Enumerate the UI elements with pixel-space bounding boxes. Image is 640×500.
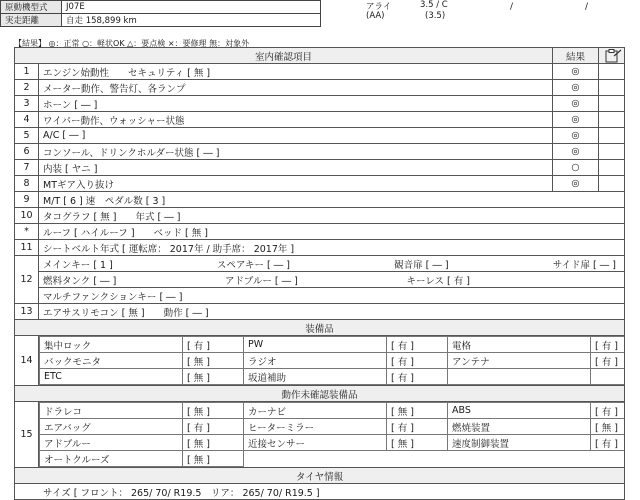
table-row [15,336,625,386]
item-number: 4 [15,112,39,128]
equip-value: [ 有 ] [183,337,244,353]
item-number: 3 [15,96,39,112]
item-result: ◎ [553,176,599,192]
spare-key: スペアキー [ ― ] [216,259,291,271]
equip-name: ABS [448,403,591,419]
equip-name: エアバッグ [40,419,183,435]
section-header-row [15,468,625,484]
equip-value: [ 有 ] [183,419,244,435]
check-cell [599,64,625,80]
equip-name: オートクルーズ [40,451,183,467]
equip-name: 電格 [448,337,591,353]
item-text: 内装 [ ヤニ ] [39,160,553,176]
equip-value: [ 有 ] [387,337,448,353]
equip-value: [ 有 ] [591,337,625,353]
item-number: 13 [15,304,39,320]
table-row [40,369,625,385]
item-text: A/C [ ― ] [39,128,553,144]
item-number: 8 [15,176,39,192]
rear-doors: 観音扉 [ ― ] [394,259,449,271]
item-number: 7 [15,160,39,176]
item-text: メーター動作、警告灯、各ランプ [39,80,553,96]
equip-name: ドラレコ [40,403,183,419]
grade-label: アライ [366,2,392,12]
equip-name: ETC [40,369,183,385]
item-text: シートベルト年式 [ 運転席： 2017年 / 助手席： 2017年 ] [39,240,625,256]
table-row [15,96,625,112]
result-column-header: 結果 [553,48,599,64]
item-number: 10 [15,208,39,224]
table-row [15,160,625,176]
table-row [15,80,625,96]
item-number: 1 [15,64,39,80]
keys-line [39,256,625,272]
equip-value: [ 有 ] [387,419,448,435]
check-cell [599,112,625,128]
table-row [15,224,625,240]
equip-value: [ 無 ] [591,419,625,435]
section-header-row [15,48,625,64]
item-text: ホーン [ ― ] [39,96,553,112]
table-row [15,256,625,272]
table-row [15,484,625,500]
side-door: サイド扉 [ ― ] [552,259,616,271]
grade-sub-value: (3.5) [425,11,446,21]
equip-name: ヒーターミラー [244,419,387,435]
item-number: 11 [15,240,39,256]
item-number: * [15,224,39,240]
tire-size: サイズ [ フロント： 265/ 70/ R19.5 リア： 265/ 70/ R19.5 ] [15,484,625,500]
item-text: コンソール、ドリンクホルダー状態 [ ― ] [39,144,553,160]
equip-name: カーナビ [244,403,387,419]
equip-value [591,369,625,385]
unverified-grid [39,402,625,468]
header-table [0,0,321,27]
check-cell [599,128,625,144]
equip-value: [ 無 ] [183,403,244,419]
adblue: アドブルー [ ― ] [224,275,298,287]
equip-value: [ 無 ] [183,369,244,385]
section-title-tires: タイヤ情報 [15,468,625,484]
item-text: エアサスリモコン [ 無 ] 動作 [ ― ] [39,304,625,320]
item-result: ○ [553,160,599,176]
slash-mark: / [510,2,514,12]
equip-value: [ 無 ] [183,353,244,369]
section-title-equipment: 装備品 [15,320,625,336]
check-cell [599,176,625,192]
engine-type-value: J07E [62,1,321,14]
header-row [1,1,321,14]
table-row [15,288,625,304]
item-number: 5 [15,128,39,144]
equip-value: [ 有 ] [387,353,448,369]
fuel-line [39,272,625,288]
table-row [15,176,625,192]
item-number: 12 [15,256,39,304]
table-row [40,451,625,467]
item-number: 15 [15,402,39,468]
item-text: ワイパー動作、ウォッシャー状態 [39,112,553,128]
item-text: ルーフ [ ハイルーフ ] ベッド [ 無 ] [39,224,625,240]
header-row [1,14,321,27]
check-cell [599,160,625,176]
result-legend: 【結果】 ◎：正常 ○：軽状OK △：要点検 ×：要修理 無：対象外 [14,39,250,48]
equip-value: [ 無 ] [387,403,448,419]
table-row [15,208,625,224]
equip-name: 集中ロック [40,337,183,353]
equip-name [448,369,591,385]
equip-value: [ 有 ] [387,369,448,385]
table-row [15,240,625,256]
item-result: ◎ [553,80,599,96]
check-cell [599,80,625,96]
engine-type-label: 原動機型式 [1,1,62,14]
table-row [15,64,625,80]
equip-value: [ 有 ] [591,353,625,369]
item-result: ◎ [553,144,599,160]
inspection-sheet [14,47,625,500]
multi-function-key: マルチファンクションキー [ ― ] [39,288,625,304]
item-number: 9 [15,192,39,208]
item-result: ◎ [553,64,599,80]
slash-mark: / [585,2,589,12]
equip-value: [ 無 ] [387,435,448,451]
equip-name: アドブルー [40,435,183,451]
item-text: タコグラフ [ 無 ] 年式 [ ― ] [39,208,625,224]
empty-cell [244,451,625,467]
table-row [15,144,625,160]
table-row [40,403,625,419]
mileage-label: 実走距離 [1,14,62,27]
table-row [40,353,625,369]
item-number: 6 [15,144,39,160]
table-row [15,304,625,320]
equip-name: ラジオ [244,353,387,369]
check-cell [599,144,625,160]
grade-value: 3.5 / C [420,0,448,10]
keyless: キーレス [ 有 ] [406,275,470,287]
equip-value: [ 有 ] [591,403,625,419]
header [0,0,640,28]
equip-value: [ 無 ] [183,435,244,451]
item-text: MTギア入り抜け [39,176,553,192]
item-result: ◎ [553,96,599,112]
section-header-row [15,386,625,402]
table-row [15,128,625,144]
equip-name: 燃焼装置 [448,419,591,435]
section-title-interior: 室内確認項目 [15,48,553,64]
item-text: M/T [ 6 ] 速 ペダル数 [ 3 ] [39,192,625,208]
table-row [40,419,625,435]
table-row [15,402,625,468]
item-number: 14 [15,336,39,386]
check-cell [599,96,625,112]
item-number: 2 [15,80,39,96]
table-row [15,112,625,128]
equip-name: アンテナ [448,353,591,369]
table-row [40,435,625,451]
item-text: エンジン始動性 セキュリティ [ 無 ] [39,64,553,80]
clipboard-icon [599,48,625,64]
table-row [15,192,625,208]
grade-sub-label: (AA) [366,11,385,21]
equip-name: バックモニタ [40,353,183,369]
fuel-tank: 燃料タンク [ ― ] [43,275,117,287]
unverified-subtable [39,402,625,467]
table-row [40,337,625,353]
section-header-row [15,320,625,336]
main-key: メインキー [ 1 ] [43,259,113,271]
equipment-grid [39,336,625,386]
equip-name: 坂道補助 [244,369,387,385]
table-row [15,272,625,288]
equip-value: [ 無 ] [183,451,244,467]
section-title-unverified: 動作未確認装備品 [15,386,625,402]
equipment-subtable [39,336,625,385]
mileage-value: 自走 158,899 km [62,14,321,27]
item-result: ◎ [553,112,599,128]
equip-name: PW [244,337,387,353]
equip-name: 近接センサー [244,435,387,451]
equip-name: 速度制御装置 [448,435,591,451]
item-result: ◎ [553,128,599,144]
equip-value: [ 有 ] [591,435,625,451]
